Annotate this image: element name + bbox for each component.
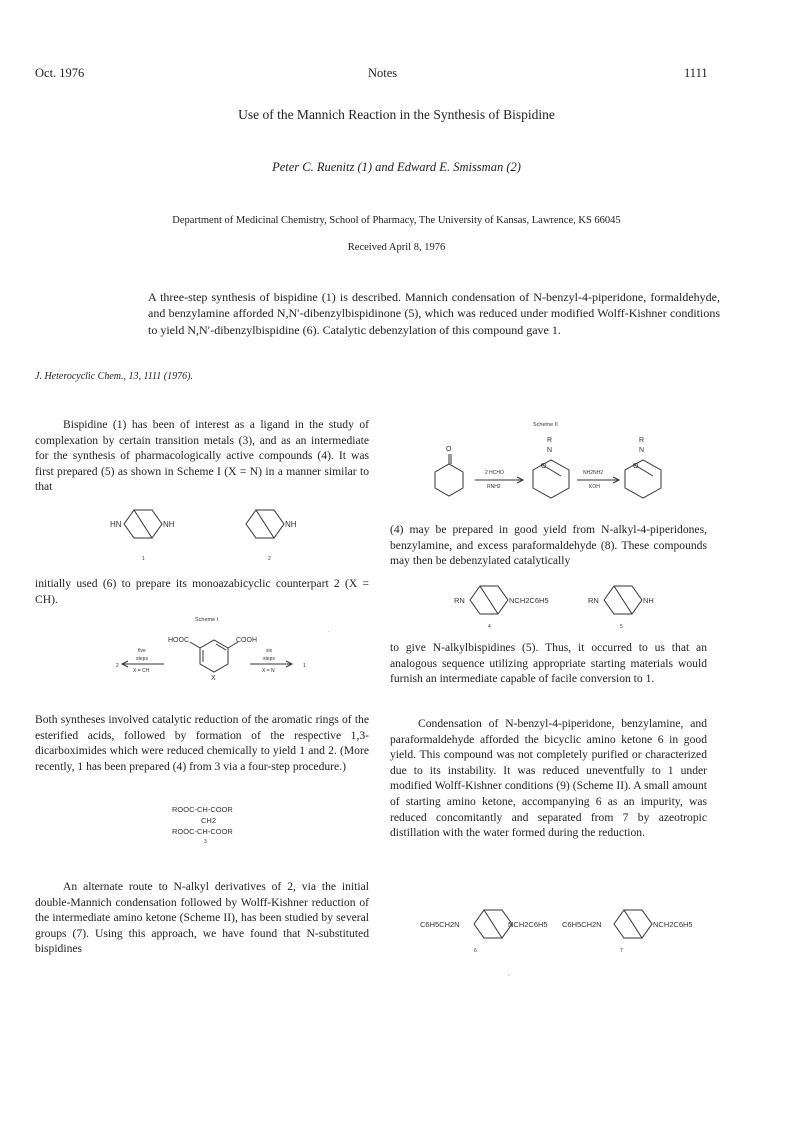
article-title: Use of the Mannich Reaction in the Synthesis of Bispidine [238, 107, 555, 122]
scheme1-right-arrow-top: six [266, 648, 273, 654]
journal-citation: J. Heterocyclic Chem., 13, 1111 (1976). [35, 371, 193, 382]
struct7-right: NCH2C6H5 [653, 920, 693, 929]
left-paragraph-3: Both syntheses involved catalytic reduction of the aromatic rings of the esterified acids, followed by formation of the respective 1,3-dicarboximides which were reduced chemically to yield 1 and 2. (More recently, 1 has been prepared (4) from 3 via a four-step procedure.) [35, 713, 369, 773]
struct4-nr: NCH2C6H5 [509, 596, 549, 605]
struct7-label: 7 [620, 948, 623, 954]
scheme2-r-end: R [639, 437, 645, 444]
left-paragraph-4: An alternate route to N-alkyl derivatives of 2, via the initial double-Mannich condensation followed by Wolff-Kishner reduction of the intermediate amino ketone (Scheme II), has been studied by several groups (7). Using this approach, we have found that N-substituted bispidines [35, 880, 369, 956]
structure-4 [454, 586, 549, 630]
left-paragraph-1: Bispidine (1) has been of interest as a ligand in the study of complexation by certain transition metals (3), and as an intermediate for the synthesis of pharmacologically active compounds (4). It was first prepared (5) as shown in Scheme I (X = N) in a manner similar to that [35, 418, 369, 494]
scheme1-right-arrow-bottom: X = N [262, 668, 275, 674]
structures-4-5 [446, 580, 676, 632]
struct3-line3: ROOC-CH-COOR [172, 827, 233, 836]
scheme1-caption: Scheme I [195, 617, 219, 623]
struct3-line1: ROOC-CH-COOR [172, 805, 233, 814]
scheme1-dot: . [328, 628, 330, 634]
struct4-label: 4 [488, 624, 491, 630]
scheme2-reagent1-top: 2 HCHO [485, 470, 504, 476]
left-paragraph-2: initially used (6) to prepare its monoazabicyclic counterpart 2 (X = CH). [35, 577, 369, 606]
scheme2-o-mid: O [541, 463, 547, 470]
scheme2-caption: Scheme II [533, 422, 558, 428]
header-page-number: 1111 [684, 66, 708, 80]
structure-6 [420, 910, 548, 954]
structures-1-2 [100, 502, 310, 564]
struct6-label: 6 [474, 948, 477, 954]
struct6-right: NCH2C6H5 [508, 920, 548, 929]
right-paragraph-3: Condensation of N-benzyl-4-piperidone, benzylamine, and paraformaldehyde afforded the bicyclic amino ketone 6 in good yield. This compound was not completely purified or characterized due to its instability. It was reduced uneventfully to 1 under modified Wolff-Kishner conditions (9) (Scheme II). A small amount of starting amino ketone, accompanying 6 as an impurity, was reduced concomitantly and separated from 7 by azeotropic distillation with the water formed during the reduction. [390, 717, 707, 840]
malonate-structure-3 [172, 804, 272, 848]
scheme2-o-start: O [446, 446, 452, 453]
struct5-rn: RN [588, 596, 599, 605]
struct3-line2: CH2 [201, 816, 217, 825]
struct4-rn: RN [454, 596, 465, 605]
scheme1-ring-x: X [211, 675, 216, 682]
struct1-hn: HN [110, 520, 122, 529]
scheme2-o-end: O [633, 463, 639, 470]
scheme1-left-product: 2 [116, 663, 119, 669]
scheme1-hooc: HOOC [168, 637, 189, 644]
struct5-nh: NH [643, 596, 654, 605]
scheme1-cooh: COOH [236, 637, 257, 644]
struct5-label: 5 [620, 624, 623, 630]
bispidine-structure-1 [110, 510, 175, 562]
right-paragraph-2: to give N-alkylbispidines (5). Thus, it occurred to us that an analogous sequence utilizing appropriate starting materials would furnish an intermediate capable of facile conversion to 1. [390, 641, 707, 686]
scheme-1 [100, 612, 350, 692]
header-date: Oct. 1976 [35, 66, 85, 80]
scheme2-n-end: N [639, 447, 645, 454]
scheme1-right-arrow-mid: steps [263, 656, 275, 662]
scheme1-left-arrow-top: five [138, 648, 146, 654]
scheme2-reagent1-bottom: RNH2 [487, 484, 501, 490]
struct7-left: C6H5CH2N [562, 920, 602, 929]
scheme2-reagent2-bottom: KOH [589, 484, 600, 490]
struct2-label: 2 [268, 556, 271, 562]
structure-5 [588, 586, 654, 630]
struct1-label: 1 [142, 556, 145, 562]
scheme2-reagent2-top: NH2NH2 [583, 470, 604, 476]
scheme2-r-mid: R [547, 437, 553, 444]
structures-6-7 [410, 904, 710, 984]
scheme2-n-mid: N [547, 447, 553, 454]
abstract: A three-step synthesis of bispidine (1) is described. Mannich condensation of N-benzyl-4-piperidone, formaldehyde, and benzylamine afforded N,N′-dibenzylbispidinone (5), which was reduced under modified Wolff-Kishner conditions to yield N,N′-dibenzylbispidine (6). Catalytic debenzylation of this compound gave 1. [148, 290, 720, 337]
scheme1-left-arrow-bottom: X = CH [133, 668, 150, 674]
struct1-nh: NH [163, 520, 175, 529]
struct2-nh: NH [285, 520, 297, 529]
struct6-left: C6H5CH2N [420, 920, 460, 929]
scheme-2 [425, 418, 685, 518]
right-paragraph-1: (4) may be prepared in good yield from N-alkyl-4-piperidones, benzylamine, and excess paraformaldehyde (8). These compounds may then be debenzylated catalytically [390, 523, 707, 568]
article-authors: Peter C. Ruenitz (1) and Edward E. Smissman (2) [272, 160, 521, 174]
struct3-label: 3 [204, 839, 207, 845]
affiliation: Department of Medicinal Chemistry, School of Pharmacy, The University of Kansas, Lawrence, KS 66045 [172, 215, 621, 226]
stray-dot: . [508, 972, 510, 978]
header-section: Notes [368, 66, 398, 80]
scheme1-left-arrow-mid: steps [136, 656, 148, 662]
received-date: Received April 8, 1976 [347, 242, 446, 253]
structure-7 [562, 910, 693, 954]
azabicycle-structure-2 [246, 510, 297, 562]
scheme1-right-product: 1 [303, 663, 306, 669]
